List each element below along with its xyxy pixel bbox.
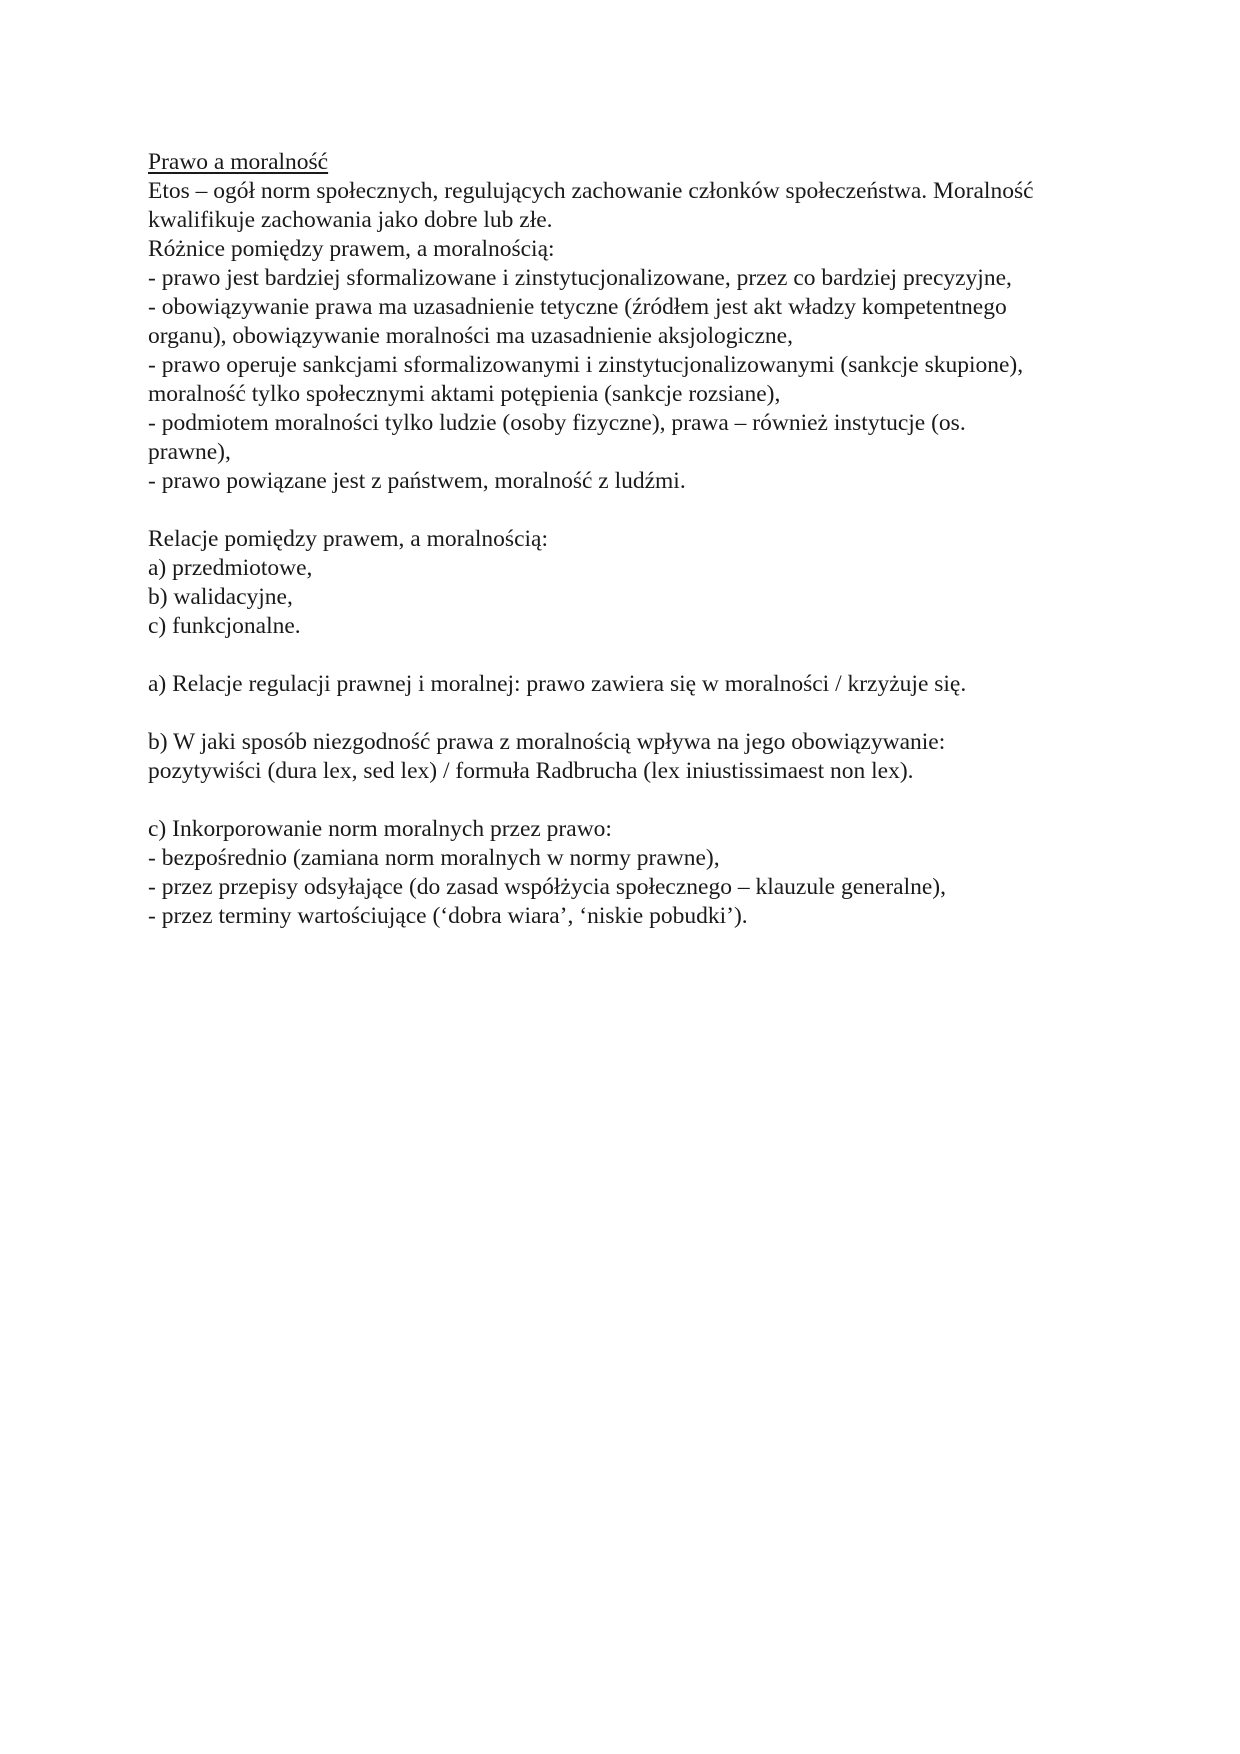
differences-item: moralność tylko społecznymi aktami potępienia (sankcje rozsiane), — [148, 381, 781, 407]
paragraph-gap — [148, 496, 1108, 525]
relations-heading: Relacje pomiędzy prawem, a moralnością: — [148, 526, 548, 552]
relations-item: b) walidacyjne, — [148, 584, 293, 610]
paragraph-gap — [148, 786, 1108, 815]
relation-c-item: - bezpośrednio (zamiana norm moralnych w normy prawne), — [148, 845, 720, 871]
relation-c-item: - przez przepisy odsyłające (do zasad współżycia społecznego – klauzule generalne), — [148, 874, 946, 900]
relation-b-text: pozytywiści (dura lex, sed lex) / formuła Radbrucha (lex iniustissimaest non lex). — [148, 758, 914, 784]
differences-item: - prawo operuje sankcjami sformalizowanymi i zinstytucjonalizowanymi (sankcje skupione), — [148, 352, 1024, 378]
intro-line: kwalifikuje zachowania jako dobre lub złe. — [148, 207, 553, 233]
relation-a-text: a) Relacje regulacji prawnej i moralnej: prawo zawiera się w moralności / krzyżuje się. — [148, 671, 967, 697]
document-body — [148, 148, 1108, 931]
relation-c-item: - przez terminy wartościujące (‘dobra wiara’, ‘niskie pobudki’). — [148, 903, 748, 929]
relation-c-heading: c) Inkorporowanie norm moralnych przez prawo: — [148, 816, 612, 842]
differences-item: organu), obowiązywanie moralności ma uzasadnienie aksjologiczne, — [148, 323, 793, 349]
document-title: Prawo a moralność — [148, 149, 329, 175]
differences-item: - obowiązywanie prawa ma uzasadnienie tetyczne (źródłem jest akt władzy kompetentnego — [148, 294, 1007, 320]
relations-item: c) funkcjonalne. — [148, 613, 301, 639]
relations-item: a) przedmiotowe, — [148, 555, 313, 581]
relation-b-text: b) W jaki sposób niezgodność prawa z moralnością wpływa na jego obowiązywanie: — [148, 729, 946, 755]
differences-heading: Różnice pomiędzy prawem, a moralnością: — [148, 236, 555, 262]
differences-item: prawne), — [148, 439, 231, 465]
paragraph-gap — [148, 699, 1108, 728]
differences-item: - podmiotem moralności tylko ludzie (osoby fizyczne), prawa – również instytucje (os. — [148, 410, 966, 436]
differences-item: - prawo powiązane jest z państwem, moralność z ludźmi. — [148, 468, 686, 494]
differences-item: - prawo jest bardziej sformalizowane i zinstytucjonalizowane, przez co bardziej precyzyjne, — [148, 265, 1012, 291]
intro-line: Etos – ogół norm społecznych, regulujących zachowanie członków społeczeństwa. Moralność — [148, 178, 1034, 204]
paragraph-gap — [148, 641, 1108, 670]
